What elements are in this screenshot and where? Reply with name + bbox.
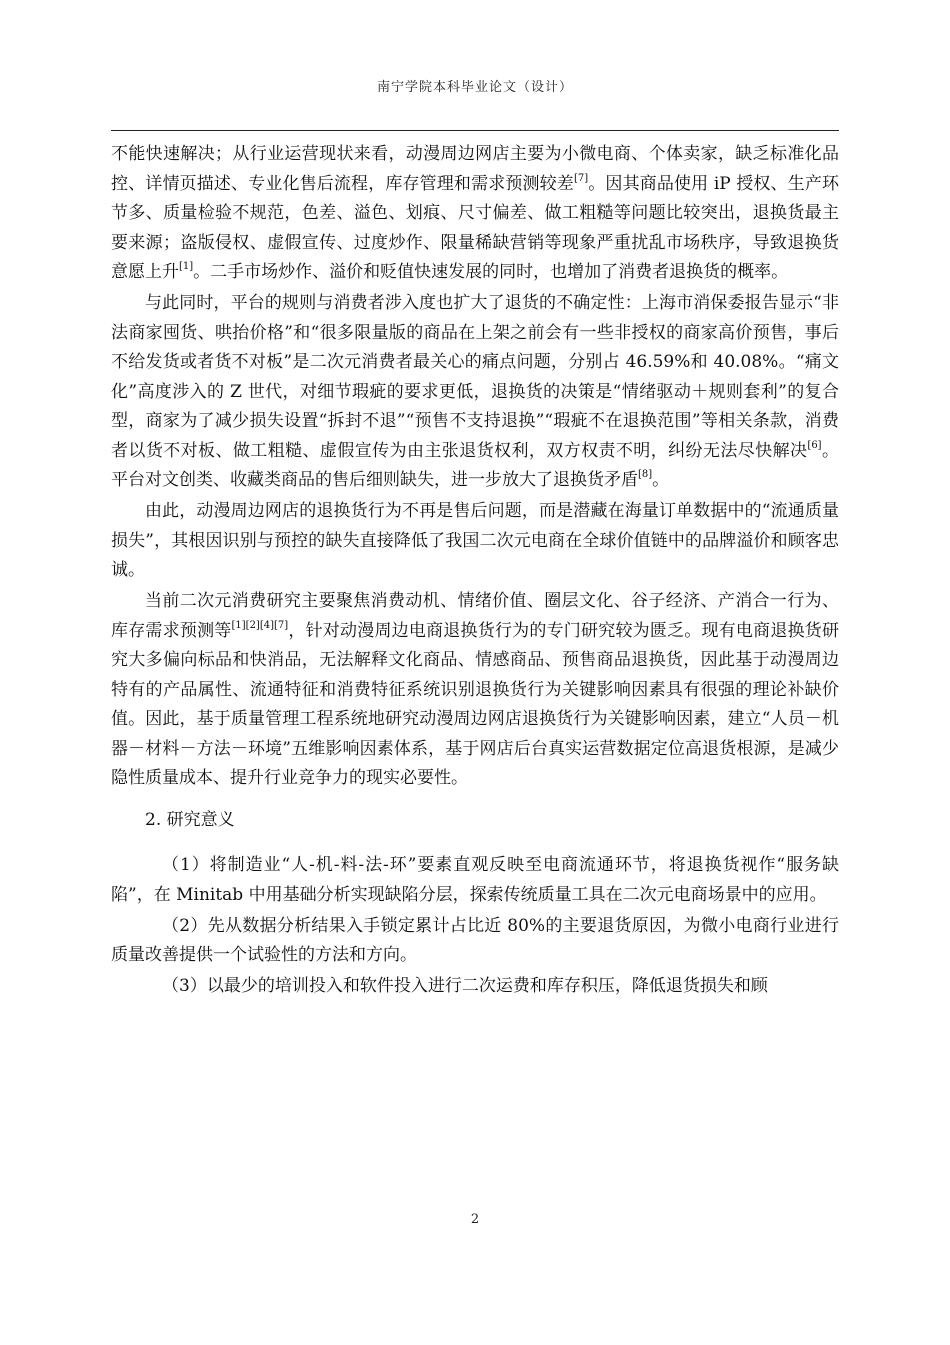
paragraph-text: 与此同时，平台的规则与消费者涉入度也扩大了退货的不确定性：上海市消保委报告显示“非法商家囤货、哄抬价格”和“很多限量版的商品在上架之前会有一些非授权的商家高价预售，事后不给发货或者货不对板”是二次元消费者最关心的痛点问题，分别占 46.59%和 40.08%。“痛文化”高度涉入的 Z 世代，对细节瑕疵的要求更低，退换货的决策是“情绪驱动＋规则套利”的复合型，商家为了减少损失设置“拆封不退”“预售不支持退换”“瑕疵不在退换范围”等相关条款，消费者以货不对板、做工粗糙、虚假宣传为由主张退货权利，双方权责不明，纠纷无法尽快解决	[111, 293, 839, 461]
page-header: 南宁学院本科毕业论文（设计）	[376, 80, 573, 95]
citation: [6]	[807, 439, 822, 451]
citation: [7]	[573, 172, 589, 184]
citation: [1][2][4][7]	[231, 619, 289, 631]
header-rule	[111, 130, 839, 131]
citation: [8]	[638, 469, 653, 481]
section-heading: 2. 研究意义	[145, 809, 235, 830]
paragraph-text: 当前二次元消费研究主要聚焦消费动机、情绪价值、圈层文化、谷子经济、产消合一行为、库存需求预测等	[111, 591, 839, 641]
paragraph-text: 。因其商品使用 iP 授权、生产环节多、质量检验不规范，色差、溢色、划痕、尺寸偏差、做工粗糙等问题比较突出，退换货最主要来源；盗版侵权、虚假宣传、过度炒作、限量稀缺营销等现象严重扰乱市场秩序，导致退换货意愿上升	[111, 173, 840, 282]
list-item: （2）先从数据分析结果入手锁定累计占比近 80%的主要退货原因，为微小电商行业进行质量改善提供一个试验性的方法和方向。	[111, 915, 839, 965]
body-text	[111, 140, 839, 1003]
paragraph-text: 。	[652, 470, 670, 490]
paragraph-4	[111, 587, 839, 794]
paragraph-text: ，针对动漫周边电商退换货行为的专门研究较为匮乏。现有电商退换货研究大多偏向标品和快消品，无法解释文化商品、情感商品、预售商品退换货，因此基于动漫周边特有的产品属性、流通特征和消费特征系统识别退换货行为关键影响因素具有很强的理论补缺价值。因此，基于质量管理工程系统地研究动漫周边网店退换货行为关键影响因素，建立“人员－机器－材料－方法－环境”五维影响因素体系，基于网店后台真实运营数据定位高退货根源，是减少隐性质量成本、提升行业竞争力的现实必要性。	[111, 620, 840, 788]
paragraph-text: 由此，动漫周边网店的退换货行为不再是售后问题，而是潜藏在海量订单数据中的“流通质量损失”，其根因识别与预控的缺失直接降低了我国二次元电商在全球价值链中的品牌溢价和顾客忠诚。	[111, 501, 839, 580]
list-item: （1）将制造业“人-机-料-法-环”要素直观反映至电商流通环节，将退换货视作“服务缺陷”，在 Minitab 中用基础分析实现缺陷分层，探索传统质量工具在二次元电商场景中的应用。	[111, 855, 839, 905]
paragraph-1	[111, 140, 839, 288]
list-item: （3）以最少的培训投入和软件投入进行二次运费和库存积压，降低退货损失和顾	[162, 976, 768, 996]
paragraph-2	[111, 289, 839, 496]
citation: [1]	[179, 261, 194, 273]
paragraph-text: 。平台对文创类、收藏类商品的售后细则缺失，进一步放大了退换货矛盾	[111, 440, 840, 490]
paragraph-text: 。二手市场炒作、溢价和贬值快速发展的同时，也增加了消费者退换货的概率。	[193, 262, 789, 282]
page-number: 2	[470, 1212, 480, 1227]
paragraph-text: 不能快速解决；从行业运营现状来看，动漫周边网店主要为小微电商、个体卖家，缺乏标准化品控、详情页描述、专业化售后流程，库存管理和需求预测较差	[111, 144, 839, 194]
paragraph-3	[111, 497, 839, 586]
